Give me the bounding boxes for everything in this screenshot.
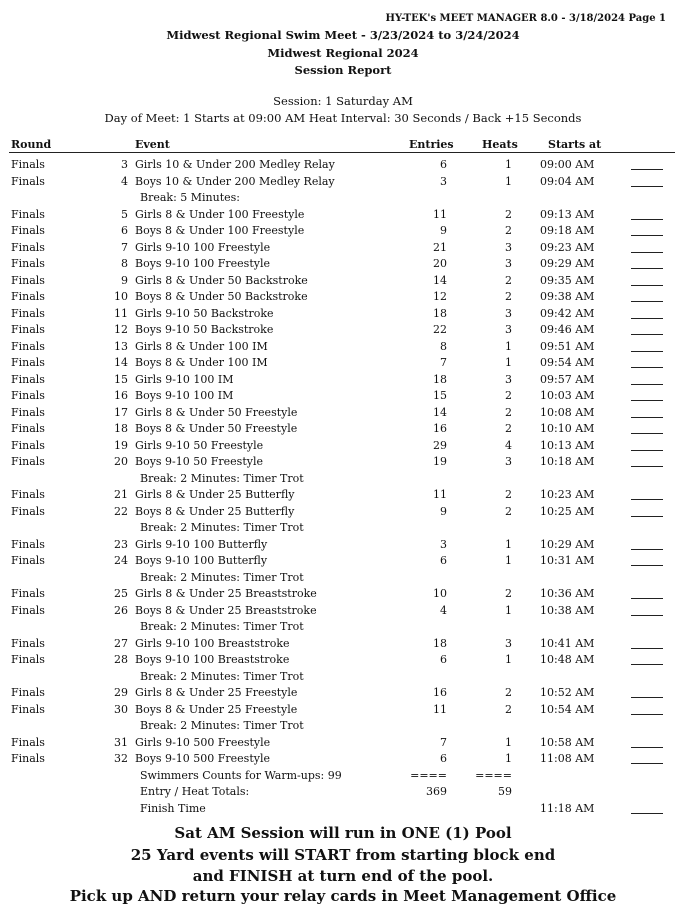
round-cell: Finals (11, 422, 45, 435)
entries-cell: 14 (433, 405, 447, 419)
start-time: 09:29 AM (540, 257, 595, 270)
round-cell: Finals (11, 537, 45, 551)
blank-line (631, 763, 663, 764)
event-number: 28 (114, 653, 128, 666)
round-cell: Finals (11, 273, 45, 287)
event-row (0, 323, 686, 340)
event-number: 22 (114, 504, 128, 518)
event-row (0, 208, 686, 225)
event-name: Boys 9-10 50 Freestyle (135, 455, 263, 468)
round-cell: Finals (11, 158, 45, 171)
entries-cell: 19 (433, 455, 447, 468)
break-row (0, 670, 686, 687)
heats-cell: 2 (505, 224, 512, 237)
heats-cell: 1 (505, 174, 512, 188)
event-row (0, 637, 686, 654)
heats-cell: 3 (505, 306, 512, 320)
start-time: 10:58 AM (540, 735, 595, 749)
break-row (0, 571, 686, 588)
event-name: Boys 9-10 100 Breaststroke (135, 653, 290, 666)
day-info: Day of Meet: 1 Starts at 09:00 AM Heat Interval: 30 Seconds / Back +15 Seconds (104, 111, 582, 125)
blank-line (631, 516, 663, 517)
heats-cell: 1 (505, 339, 512, 353)
event-name: Girls 9-10 500 Freestyle (135, 735, 271, 749)
break-note: Break: 2 Minutes: Timer Trot (140, 620, 304, 633)
heats-cell: 1 (505, 158, 512, 171)
start-time: 09:00 AM (540, 158, 595, 171)
round-cell: Finals (11, 488, 45, 501)
event-row (0, 274, 686, 291)
blank-line (631, 186, 663, 187)
blank-line (631, 400, 663, 401)
blank-line (631, 285, 663, 286)
round-cell: Finals (11, 323, 45, 336)
break-row (0, 521, 686, 538)
entries-cell: 16 (433, 686, 447, 699)
event-number: 17 (114, 405, 128, 419)
event-row (0, 224, 686, 241)
event-number: 26 (114, 603, 128, 617)
start-time: 09:38 AM (540, 290, 595, 303)
heats-cell: 1 (505, 356, 512, 369)
blank-line (631, 219, 663, 220)
event-row (0, 340, 686, 357)
break-row (0, 719, 686, 736)
blank-line (631, 466, 663, 467)
round-cell: Finals (11, 174, 45, 188)
event-row (0, 389, 686, 406)
round-cell: Finals (11, 389, 45, 402)
event-name: Girls 8 & Under 25 Freestyle (135, 686, 298, 699)
start-time: 09:04 AM (540, 174, 595, 188)
start-time: 09:51 AM (540, 339, 595, 353)
event-number: 23 (114, 537, 128, 551)
event-number: 32 (114, 752, 128, 765)
heats-cell: 2 (505, 405, 512, 419)
event-number: 24 (114, 554, 128, 567)
heats-cell: 1 (505, 735, 512, 749)
break-note: Break: 2 Minutes: Timer Trot (140, 669, 304, 683)
session-table (0, 158, 686, 818)
start-time: 11:08 AM (540, 752, 595, 765)
event-name: Boys 8 & Under 25 Breaststroke (135, 603, 317, 617)
entries-cell: 4 (440, 603, 447, 617)
footer-line-4: Pick up AND return your relay cards in Meet Management Office (69, 887, 617, 905)
entries-cell: 7 (440, 356, 447, 369)
event-row (0, 587, 686, 604)
break-row (0, 191, 686, 208)
heats-cell: 2 (505, 488, 512, 501)
entries-cell: 18 (433, 372, 447, 386)
start-time: 10:29 AM (540, 537, 595, 551)
event-name: Girls 9-10 100 Freestyle (135, 240, 271, 254)
entries-cell: ==== (410, 768, 447, 782)
start-time: 10:48 AM (540, 653, 595, 666)
event-name: Boys 8 & Under 100 Freestyle (135, 224, 305, 237)
entries-cell: 8 (440, 339, 447, 353)
col-entries: Entries (409, 138, 454, 151)
blank-line (631, 714, 663, 715)
event-row (0, 241, 686, 258)
event-number: 11 (114, 306, 128, 320)
event-name: Boys 8 & Under 50 Freestyle (135, 422, 298, 435)
round-cell: Finals (11, 554, 45, 567)
heats-cell: 2 (505, 702, 512, 716)
footer-line-1: Sat AM Session will run in ONE (1) Pool (174, 824, 512, 842)
start-time: 10:03 AM (540, 389, 595, 402)
event-name: Girls 9-10 100 IM (135, 372, 234, 386)
event-row (0, 257, 686, 274)
heats-cell: 2 (505, 587, 512, 600)
break-row (0, 620, 686, 637)
event-row (0, 488, 686, 505)
event-number: 15 (114, 372, 128, 386)
start-time: 10:38 AM (540, 603, 595, 617)
blank-line (631, 813, 663, 814)
heats-cell: 1 (505, 603, 512, 617)
blank-line (631, 268, 663, 269)
entries-cell: 3 (440, 174, 447, 188)
start-time: 10:41 AM (540, 636, 595, 650)
event-row (0, 422, 686, 439)
start-time: 10:36 AM (540, 587, 595, 600)
start-time: 09:42 AM (540, 306, 595, 320)
event-name: Girls 8 & Under 50 Backstroke (135, 273, 308, 287)
event-name: Boys 9-10 500 Freestyle (135, 752, 270, 765)
summary-label: Entry / Heat Totals: (140, 785, 250, 798)
blank-line (631, 235, 663, 236)
summary-row (0, 769, 686, 786)
event-number: 10 (114, 290, 128, 303)
event-number: 3 (121, 158, 128, 171)
col-event: Event (135, 138, 170, 151)
round-cell: Finals (11, 702, 45, 716)
finish-time: 11:18 AM (540, 801, 595, 815)
entries-cell: 369 (426, 785, 447, 798)
heats-cell: 2 (505, 504, 512, 518)
heats-cell: 2 (505, 273, 512, 287)
blank-line (631, 417, 663, 418)
event-number: 31 (114, 735, 128, 749)
break-row (0, 472, 686, 489)
event-name: Girls 10 & Under 200 Medley Relay (135, 158, 335, 171)
meet-name: Midwest Regional 2024 (267, 46, 419, 60)
entries-cell: 22 (433, 323, 447, 336)
heats-cell: 3 (505, 636, 512, 650)
break-note: Break: 2 Minutes: Timer Trot (140, 570, 304, 584)
event-name: Girls 8 & Under 25 Butterfly (135, 488, 295, 501)
event-number: 5 (121, 207, 128, 221)
event-row (0, 538, 686, 555)
col-starts: Starts at (548, 138, 602, 151)
round-cell: Finals (11, 455, 45, 468)
event-row (0, 439, 686, 456)
finish-row (0, 802, 686, 819)
entries-cell: 6 (440, 554, 447, 567)
round-cell: Finals (11, 290, 45, 303)
report-title: Session Report (294, 63, 392, 77)
event-name: Girls 9-10 100 Butterfly (135, 537, 268, 551)
entries-cell: 11 (433, 488, 447, 501)
start-time: 09:57 AM (540, 372, 595, 386)
blank-line (631, 598, 663, 599)
entries-cell: 12 (433, 290, 447, 303)
round-cell: Finals (11, 306, 45, 320)
round-cell: Finals (11, 339, 45, 353)
entries-cell: 14 (433, 273, 447, 287)
summary-label: Swimmers Counts for Warm-ups: 99 (140, 768, 342, 782)
event-number: 19 (114, 438, 128, 452)
break-note: Break: 2 Minutes: Timer Trot (140, 521, 304, 534)
heats-cell: 1 (505, 653, 512, 666)
event-row (0, 406, 686, 423)
event-name: Girls 8 & Under 25 Breaststroke (135, 587, 317, 600)
heats-cell: 2 (505, 389, 512, 402)
event-name: Boys 8 & Under 25 Freestyle (135, 702, 298, 716)
round-cell: Finals (11, 504, 45, 518)
heats-cell: 59 (498, 785, 512, 798)
entries-cell: 16 (433, 422, 447, 435)
heats-cell: 3 (505, 257, 512, 270)
round-cell: Finals (11, 686, 45, 699)
round-cell: Finals (11, 372, 45, 386)
entries-cell: 10 (433, 587, 447, 600)
event-name: Girls 8 & Under 50 Freestyle (135, 405, 298, 419)
start-time: 10:08 AM (540, 405, 595, 419)
event-row (0, 752, 686, 769)
heats-cell: 2 (505, 422, 512, 435)
heats-cell: 1 (505, 554, 512, 567)
round-cell: Finals (11, 636, 45, 650)
entries-cell: 9 (440, 224, 447, 237)
entries-cell: 7 (440, 735, 447, 749)
event-row (0, 736, 686, 753)
round-cell: Finals (11, 257, 45, 270)
heats-cell: 3 (505, 240, 512, 254)
header-rule (9, 152, 675, 153)
event-row (0, 373, 686, 390)
round-cell: Finals (11, 587, 45, 600)
heats-cell: 3 (505, 323, 512, 336)
heats-cell: ==== (475, 768, 512, 782)
entries-cell: 29 (433, 438, 447, 452)
event-row (0, 653, 686, 670)
entries-cell: 18 (433, 636, 447, 650)
start-time: 10:10 AM (540, 422, 595, 435)
start-time: 09:23 AM (540, 240, 595, 254)
session-label: Session: 1 Saturday AM (273, 94, 413, 108)
event-row (0, 307, 686, 324)
event-row (0, 703, 686, 720)
event-number: 30 (114, 702, 128, 716)
event-row (0, 356, 686, 373)
event-name: Boys 8 & Under 100 IM (135, 356, 268, 369)
blank-line (631, 615, 663, 616)
entries-cell: 18 (433, 306, 447, 320)
break-note: Break: 2 Minutes: Timer Trot (140, 471, 304, 485)
round-cell: Finals (11, 735, 45, 749)
event-number: 16 (114, 389, 128, 402)
start-time: 09:13 AM (540, 207, 595, 221)
heats-cell: 2 (505, 290, 512, 303)
blank-line (631, 384, 663, 385)
event-row (0, 455, 686, 472)
heats-cell: 2 (505, 686, 512, 699)
heats-cell: 1 (505, 752, 512, 765)
event-name: Boys 8 & Under 50 Backstroke (135, 290, 308, 303)
event-name: Girls 8 & Under 100 IM (135, 339, 268, 353)
finish-label: Finish Time (140, 801, 206, 815)
event-number: 13 (114, 339, 128, 353)
blank-line (631, 318, 663, 319)
entries-cell: 3 (440, 537, 447, 551)
round-cell: Finals (11, 240, 45, 254)
start-time: 09:35 AM (540, 273, 595, 287)
footer-line-2: 25 Yard events will START from starting block end (130, 846, 556, 864)
heats-cell: 3 (505, 455, 512, 468)
heats-cell: 1 (505, 537, 512, 551)
round-cell: Finals (11, 752, 45, 765)
event-row (0, 505, 686, 522)
round-cell: Finals (11, 603, 45, 617)
entries-cell: 6 (440, 653, 447, 666)
event-name: Boys 9-10 100 IM (135, 389, 234, 402)
round-cell: Finals (11, 438, 45, 452)
event-number: 8 (121, 257, 128, 270)
round-cell: Finals (11, 207, 45, 221)
start-time: 09:46 AM (540, 323, 595, 336)
start-time: 10:23 AM (540, 488, 595, 501)
event-number: 20 (114, 455, 128, 468)
blank-line (631, 549, 663, 550)
blank-line (631, 648, 663, 649)
event-number: 25 (114, 587, 128, 600)
event-row (0, 175, 686, 192)
heats-cell: 2 (505, 207, 512, 221)
event-number: 9 (121, 273, 128, 287)
blank-line (631, 351, 663, 352)
summary-row (0, 785, 686, 802)
blank-line (631, 565, 663, 566)
event-number: 21 (114, 488, 128, 501)
event-row (0, 604, 686, 621)
blank-line (631, 334, 663, 335)
entries-cell: 9 (440, 504, 447, 518)
entries-cell: 6 (440, 752, 447, 765)
event-number: 4 (121, 174, 128, 188)
entries-cell: 11 (433, 702, 447, 716)
start-time: 10:31 AM (540, 554, 595, 567)
entries-cell: 20 (433, 257, 447, 270)
start-time: 10:25 AM (540, 504, 595, 518)
entries-cell: 21 (433, 240, 447, 254)
event-row (0, 158, 686, 175)
meet-title: Midwest Regional Swim Meet - 3/23/2024 to 3/24/2024 (166, 28, 520, 42)
footer-line-3: and FINISH at turn end of the pool. (192, 867, 494, 885)
entries-cell: 6 (440, 158, 447, 171)
round-cell: Finals (11, 653, 45, 666)
col-round: Round (11, 138, 52, 151)
blank-line (631, 747, 663, 748)
event-number: 14 (114, 356, 128, 369)
event-row (0, 290, 686, 307)
event-row (0, 686, 686, 703)
round-cell: Finals (11, 405, 45, 419)
blank-line (631, 367, 663, 368)
event-name: Boys 10 & Under 200 Medley Relay (135, 174, 335, 188)
event-name: Boys 9-10 100 Freestyle (135, 257, 270, 270)
event-name: Boys 9-10 50 Backstroke (135, 323, 274, 336)
round-cell: Finals (11, 356, 45, 369)
heats-cell: 3 (505, 372, 512, 386)
blank-line (631, 301, 663, 302)
blank-line (631, 697, 663, 698)
event-name: Girls 9-10 50 Freestyle (135, 438, 264, 452)
event-name: Boys 8 & Under 25 Butterfly (135, 504, 295, 518)
blank-line (631, 252, 663, 253)
break-note: Break: 2 Minutes: Timer Trot (140, 719, 304, 732)
event-row (0, 554, 686, 571)
start-time: 09:18 AM (540, 224, 595, 237)
event-number: 27 (114, 636, 128, 650)
blank-line (631, 169, 663, 170)
event-number: 12 (114, 323, 128, 336)
event-name: Girls 9-10 50 Backstroke (135, 306, 274, 320)
entries-cell: 11 (433, 207, 447, 221)
start-time: 10:18 AM (540, 455, 595, 468)
event-number: 7 (121, 240, 128, 254)
start-time: 10:13 AM (540, 438, 595, 452)
start-time: 09:54 AM (540, 356, 595, 369)
event-number: 18 (114, 422, 128, 435)
col-heats: Heats (482, 138, 518, 151)
blank-line (631, 450, 663, 451)
start-time: 10:54 AM (540, 702, 595, 716)
start-time: 10:52 AM (540, 686, 595, 699)
event-name: Girls 8 & Under 100 Freestyle (135, 207, 305, 221)
heats-cell: 4 (505, 438, 512, 452)
event-name: Boys 9-10 100 Butterfly (135, 554, 268, 567)
software-header: HY-TEK's MEET MANAGER 8.0 - 3/18/2024 Page 1 (385, 13, 666, 24)
blank-line (631, 499, 663, 500)
break-note: Break: 5 Minutes: (140, 191, 241, 204)
event-number: 6 (121, 224, 128, 237)
event-name: Girls 9-10 100 Breaststroke (135, 636, 290, 650)
round-cell: Finals (11, 224, 45, 237)
entries-cell: 15 (433, 389, 447, 402)
blank-line (631, 433, 663, 434)
event-number: 29 (114, 686, 128, 699)
blank-line (631, 664, 663, 665)
